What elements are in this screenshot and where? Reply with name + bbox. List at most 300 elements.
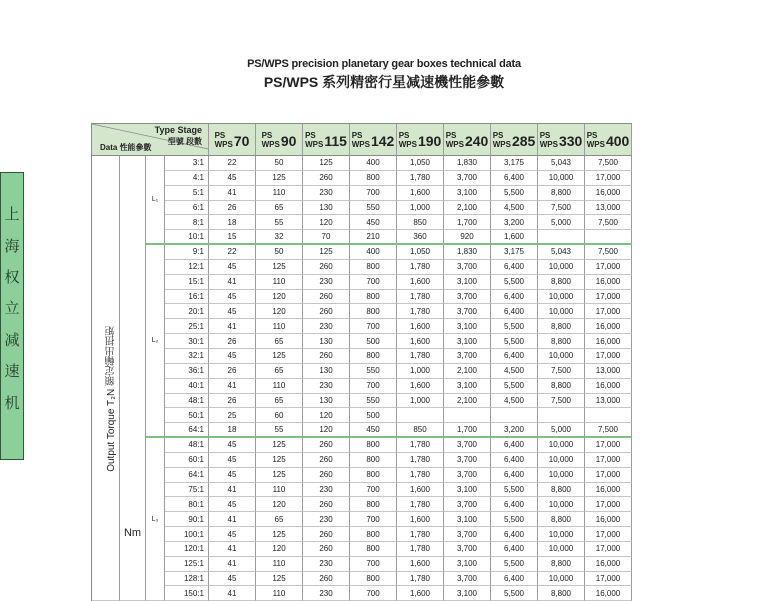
torque-value-cell: 125 [256,438,303,453]
torque-value-cell: 230 [303,557,350,572]
type-stage-cn-label: 型號 段數 [167,137,202,146]
torque-value-cell: 230 [303,512,350,527]
torque-value-cell: 17,000 [585,290,632,305]
torque-value-cell: 10,000 [538,438,585,453]
torque-value-cell: 450 [350,423,397,438]
torque-value-cell: 120 [256,542,303,557]
torque-value-cell: 65 [256,201,303,216]
torque-value-cell: 25 [209,408,256,423]
torque-value-cell: 3,700 [444,542,491,557]
torque-value-cell: 3,700 [444,349,491,364]
torque-value-cell: 5,000 [538,215,585,230]
torque-value-cell: 6,400 [491,468,538,483]
ratio-cell: 128:1 [165,572,209,587]
type-stage-label: Type Stage [154,125,202,135]
torque-value-cell: 125 [303,245,350,260]
torque-value-cell: 10,000 [538,304,585,319]
ratio-cell: 16:1 [165,290,209,305]
ratio-cell: 48:1 [165,394,209,409]
torque-value-cell: 16,000 [585,275,632,290]
torque-value-cell: 260 [303,304,350,319]
ratio-cell: 64:1 [165,468,209,483]
torque-value-cell: 5,500 [491,379,538,394]
torque-value-cell: 3,700 [444,497,491,512]
torque-value-cell: 1,050 [397,245,444,260]
torque-value-cell: 5,500 [491,186,538,201]
torque-value-cell: 1,600 [397,586,444,601]
output-torque-label-cell [92,156,120,601]
torque-value-cell: 4,500 [491,364,538,379]
torque-value-cell: 1,780 [397,453,444,468]
torque-value-cell: 500 [350,334,397,349]
torque-value-cell: 3,100 [444,483,491,498]
model-prefix [587,131,605,149]
torque-value-cell: 125 [256,260,303,275]
ratio-cell: 150:1 [165,586,209,601]
torque-value-cell [397,408,444,423]
torque-value-cell: 230 [303,186,350,201]
torque-value-cell: 17,000 [585,497,632,512]
torque-value-cell: 17,000 [585,260,632,275]
document-title-cn: PS/WPS 系列精密行星减速機性能參數 [263,74,505,90]
ps-prefix: PS [492,130,504,140]
torque-value-cell: 41 [209,379,256,394]
torque-value-cell: 920 [444,230,491,245]
data-label: Data 性能參數 [100,143,152,152]
model-number: 142 [370,133,395,149]
torque-value-cell: 10,000 [538,290,585,305]
torque-value-cell: 5,043 [538,245,585,260]
torque-value-cell: 5,000 [538,423,585,438]
torque-value-cell: 5,500 [491,319,538,334]
wps-prefix: WPS [351,139,370,149]
torque-value-cell: 41 [209,586,256,601]
model-number: 115 [324,133,347,149]
unit-cell [120,156,146,601]
torque-value-cell: 45 [209,572,256,587]
torque-value-cell: 850 [397,423,444,438]
torque-value-cell: 13,000 [585,201,632,216]
torque-value-cell: 125 [256,171,303,186]
torque-value-cell: 1,600 [397,379,444,394]
ps-prefix: PS [445,130,457,140]
wps-prefix: WPS [539,139,558,149]
torque-value-cell: 70 [303,230,350,245]
torque-value-cell: 6,400 [491,453,538,468]
torque-value-cell: 2,100 [444,201,491,216]
torque-value-cell: 800 [350,468,397,483]
torque-value-cell: 260 [303,527,350,542]
torque-value-cell: 550 [350,364,397,379]
torque-value-cell: 8,800 [538,334,585,349]
torque-value-cell: 1,780 [397,171,444,186]
torque-value-cell: 260 [303,542,350,557]
torque-value-cell: 6,400 [491,438,538,453]
torque-value-cell: 16,000 [585,512,632,527]
torque-value-cell: 10,000 [538,542,585,557]
torque-value-cell: 1,780 [397,542,444,557]
torque-value-cell: 1,780 [397,438,444,453]
torque-value-cell: 3,175 [491,156,538,171]
stage-level-cell [146,156,165,245]
torque-value-cell: 130 [303,394,350,409]
wps-prefix: WPS [305,139,324,149]
side-char: 减 [4,330,20,349]
torque-value-cell: 1,700 [444,423,491,438]
torque-value-cell: 700 [350,186,397,201]
torque-value-cell: 700 [350,557,397,572]
ratio-cell: 50:1 [165,408,209,423]
ps-prefix: PS [539,130,551,140]
model-number: 330 [558,133,583,149]
torque-value-cell: 16,000 [585,483,632,498]
torque-value-cell: 700 [350,586,397,601]
torque-value-cell [538,230,585,245]
torque-value-cell: 1,600 [397,319,444,334]
torque-value-cell: 7,500 [538,364,585,379]
torque-value-cell: 3,700 [444,304,491,319]
torque-value-cell: 1,000 [397,201,444,216]
torque-value-cell: 45 [209,453,256,468]
torque-value-cell: 800 [350,304,397,319]
torque-value-cell: 10,000 [538,171,585,186]
torque-value-cell: 7,500 [585,215,632,230]
torque-value-cell: 3,700 [444,453,491,468]
torque-value-cell: 1,780 [397,349,444,364]
ratio-cell: 8:1 [165,215,209,230]
torque-value-cell: 800 [350,542,397,557]
torque-value-cell: 10,000 [538,260,585,275]
torque-value-cell: 13,000 [585,364,632,379]
torque-value-cell: 45 [209,349,256,364]
torque-value-cell: 41 [209,557,256,572]
torque-value-cell: 17,000 [585,438,632,453]
side-vertical-label [0,172,24,460]
torque-value-cell: 130 [303,201,350,216]
torque-value-cell: 550 [350,394,397,409]
torque-value-cell: 17,000 [585,171,632,186]
torque-value-cell: 1,780 [397,527,444,542]
torque-value-cell: 125 [303,156,350,171]
torque-value-cell: 230 [303,319,350,334]
torque-value-cell: 1,600 [397,334,444,349]
torque-value-cell: 1,780 [397,468,444,483]
torque-value-cell: 6,400 [491,260,538,275]
torque-value-cell: 110 [256,319,303,334]
torque-value-cell: 130 [303,334,350,349]
torque-value-cell: 110 [256,483,303,498]
torque-value-cell: 7,500 [538,394,585,409]
torque-value-cell: 50 [256,245,303,260]
torque-value-cell: 1,780 [397,290,444,305]
torque-value-cell: 800 [350,349,397,364]
side-char: 权 [4,268,20,287]
stage-level-label: L₂ [151,337,159,345]
ps-prefix: PS [586,130,598,140]
torque-value-cell: 260 [303,572,350,587]
torque-value-cell: 800 [350,260,397,275]
torque-value-cell [491,408,538,423]
torque-value-cell: 16,000 [585,586,632,601]
torque-value-cell: 41 [209,186,256,201]
torque-value-cell: 2,100 [444,364,491,379]
torque-value-cell: 6,400 [491,572,538,587]
model-header-cell [491,124,538,156]
torque-value-cell: 230 [303,586,350,601]
side-char: 立 [4,299,20,318]
model-header-cell [585,124,632,156]
torque-value-cell: 5,500 [491,586,538,601]
model-header-cell [538,124,585,156]
torque-value-cell: 45 [209,304,256,319]
torque-value-cell: 230 [303,379,350,394]
torque-value-cell: 120 [256,304,303,319]
torque-value-cell: 125 [256,527,303,542]
torque-value-cell: 1,600 [397,275,444,290]
wps-prefix: WPS [398,139,417,149]
torque-value-cell: 2,100 [444,394,491,409]
wps-prefix: WPS [445,139,464,149]
torque-value-cell: 3,100 [444,512,491,527]
torque-value-cell: 45 [209,527,256,542]
torque-value-cell: 260 [303,171,350,186]
torque-value-cell: 8,800 [538,319,585,334]
torque-value-cell: 45 [209,468,256,483]
torque-value-cell [585,230,632,245]
torque-value-cell: 3,100 [444,557,491,572]
torque-value-cell: 5,500 [491,557,538,572]
stage-level-label: L₁ [151,196,159,204]
ratio-cell: 10:1 [165,230,209,245]
technical-data-table [91,123,632,601]
ratio-cell: 36:1 [165,364,209,379]
torque-value-cell: 700 [350,319,397,334]
torque-value-cell: 3,700 [444,260,491,275]
torque-value-cell: 700 [350,379,397,394]
torque-value-cell: 45 [209,438,256,453]
side-char: 机 [4,393,20,412]
torque-value-cell: 800 [350,527,397,542]
model-prefix [352,131,370,149]
ratio-cell: 32:1 [165,349,209,364]
torque-value-cell: 18 [209,423,256,438]
torque-value-cell: 65 [256,512,303,527]
torque-value-cell: 65 [256,394,303,409]
torque-value-cell: 500 [350,408,397,423]
torque-value-cell: 1,600 [397,186,444,201]
torque-value-cell: 1,600 [491,230,538,245]
torque-value-cell: 26 [209,201,256,216]
ratio-cell: 120:1 [165,542,209,557]
torque-value-cell: 1,780 [397,260,444,275]
torque-value-cell: 41 [209,275,256,290]
torque-value-cell: 110 [256,379,303,394]
torque-value-cell: 15 [209,230,256,245]
torque-value-cell: 700 [350,483,397,498]
ratio-cell: 48:1 [165,438,209,453]
torque-value-cell: 65 [256,364,303,379]
side-char: 上 [4,205,20,224]
torque-value-cell: 10,000 [538,453,585,468]
torque-value-cell: 120 [303,215,350,230]
torque-value-cell: 16,000 [585,186,632,201]
torque-value-cell: 32 [256,230,303,245]
torque-value-cell [585,408,632,423]
torque-value-cell [538,408,585,423]
torque-value-cell: 800 [350,572,397,587]
torque-value-cell: 1,700 [444,215,491,230]
model-number: 285 [511,133,536,149]
ratio-cell: 125:1 [165,557,209,572]
torque-value-cell: 110 [256,557,303,572]
torque-value-cell: 6,400 [491,171,538,186]
ratio-cell: 9:1 [165,245,209,260]
torque-value-cell: 110 [256,275,303,290]
torque-value-cell: 125 [256,468,303,483]
torque-value-cell: 3,175 [491,245,538,260]
document-title-en: PS/WPS precision planetary gear boxes technical data [247,58,521,70]
torque-value-cell: 13,000 [585,394,632,409]
torque-value-cell: 26 [209,334,256,349]
torque-value-cell: 16,000 [585,557,632,572]
torque-value-cell: 800 [350,453,397,468]
torque-value-cell: 1,600 [397,512,444,527]
wps-prefix: WPS [492,139,511,149]
torque-value-cell: 125 [256,453,303,468]
wps-prefix: WPS [214,139,233,149]
ratio-cell: 80:1 [165,497,209,512]
torque-value-cell: 125 [256,349,303,364]
torque-value-cell: 7,500 [585,156,632,171]
torque-value-cell: 4,500 [491,201,538,216]
torque-value-cell: 120 [256,290,303,305]
ratio-cell: 12:1 [165,260,209,275]
torque-value-cell: 8,800 [538,186,585,201]
model-prefix [262,131,280,149]
torque-value-cell: 1,600 [397,557,444,572]
torque-value-cell: 41 [209,319,256,334]
ratio-cell: 25:1 [165,319,209,334]
torque-value-cell: 1,780 [397,572,444,587]
stage-level-cell [146,438,165,601]
torque-value-cell: 1,830 [444,156,491,171]
torque-value-cell: 10,000 [538,572,585,587]
torque-value-cell: 120 [256,497,303,512]
torque-value-cell: 3,700 [444,468,491,483]
torque-value-cell: 260 [303,468,350,483]
torque-value-cell: 17,000 [585,468,632,483]
ps-prefix: PS [351,130,363,140]
wps-prefix: WPS [261,139,280,149]
side-char: 海 [4,236,20,255]
torque-value-cell: 550 [350,201,397,216]
torque-value-cell: 16,000 [585,334,632,349]
ps-prefix: PS [305,130,316,140]
torque-value-cell: 8,800 [538,379,585,394]
model-number: 70 [233,133,250,149]
torque-value-cell: 3,700 [444,438,491,453]
torque-value-cell: 4,500 [491,394,538,409]
model-prefix [540,131,558,149]
ratio-cell: 6:1 [165,201,209,216]
torque-value-cell: 45 [209,497,256,512]
torque-value-cell: 1,000 [397,364,444,379]
torque-value-cell: 3,100 [444,319,491,334]
torque-value-cell: 1,780 [397,304,444,319]
torque-value-cell: 1,000 [397,394,444,409]
torque-value-cell: 260 [303,453,350,468]
model-number: 190 [417,133,442,149]
torque-value-cell: 5,500 [491,334,538,349]
ratio-cell: 15:1 [165,275,209,290]
torque-value-cell: 120 [303,408,350,423]
ratio-cell: 20:1 [165,304,209,319]
torque-value-cell: 800 [350,171,397,186]
torque-value-cell: 10,000 [538,468,585,483]
torque-value-cell: 55 [256,215,303,230]
model-prefix [305,131,323,149]
header-corner-cell [92,124,209,156]
torque-value-cell: 8,800 [538,512,585,527]
torque-value-cell: 260 [303,497,350,512]
torque-value-cell: 10,000 [538,349,585,364]
torque-value-cell: 55 [256,423,303,438]
torque-value-cell: 6,400 [491,304,538,319]
ratio-cell: 40:1 [165,379,209,394]
torque-value-cell: 1,600 [397,483,444,498]
torque-value-cell: 26 [209,364,256,379]
torque-value-cell: 260 [303,349,350,364]
torque-value-cell: 5,500 [491,275,538,290]
torque-value-cell: 7,500 [585,423,632,438]
torque-value-cell: 125 [256,572,303,587]
torque-value-cell: 41 [209,542,256,557]
torque-value-cell: 7,500 [538,201,585,216]
ratio-cell: 3:1 [165,156,209,171]
torque-value-cell: 230 [303,483,350,498]
torque-value-cell [444,408,491,423]
model-number: 240 [464,133,489,149]
torque-value-cell: 26 [209,394,256,409]
model-header-cell [444,124,491,156]
torque-value-cell: 120 [303,423,350,438]
model-header-cell [209,124,256,156]
ratio-cell: 4:1 [165,171,209,186]
torque-value-cell: 3,100 [444,186,491,201]
model-number: 400 [605,133,630,149]
torque-value-cell: 17,000 [585,572,632,587]
model-prefix [215,131,233,149]
torque-value-cell: 700 [350,512,397,527]
side-char: 速 [4,362,20,381]
torque-value-cell: 3,100 [444,334,491,349]
ps-prefix: PS [214,130,226,140]
torque-value-cell: 41 [209,512,256,527]
stage-level-cell [146,245,165,438]
torque-value-cell: 450 [350,215,397,230]
model-number: 90 [280,133,297,149]
model-header-cell [350,124,397,156]
torque-value-cell: 10,000 [538,497,585,512]
torque-value-cell: 6,400 [491,527,538,542]
torque-value-cell: 22 [209,156,256,171]
torque-value-cell: 17,000 [585,542,632,557]
torque-value-cell: 260 [303,438,350,453]
torque-value-cell: 6,400 [491,349,538,364]
torque-value-cell: 850 [397,215,444,230]
torque-value-cell: 3,700 [444,572,491,587]
torque-value-cell: 17,000 [585,527,632,542]
